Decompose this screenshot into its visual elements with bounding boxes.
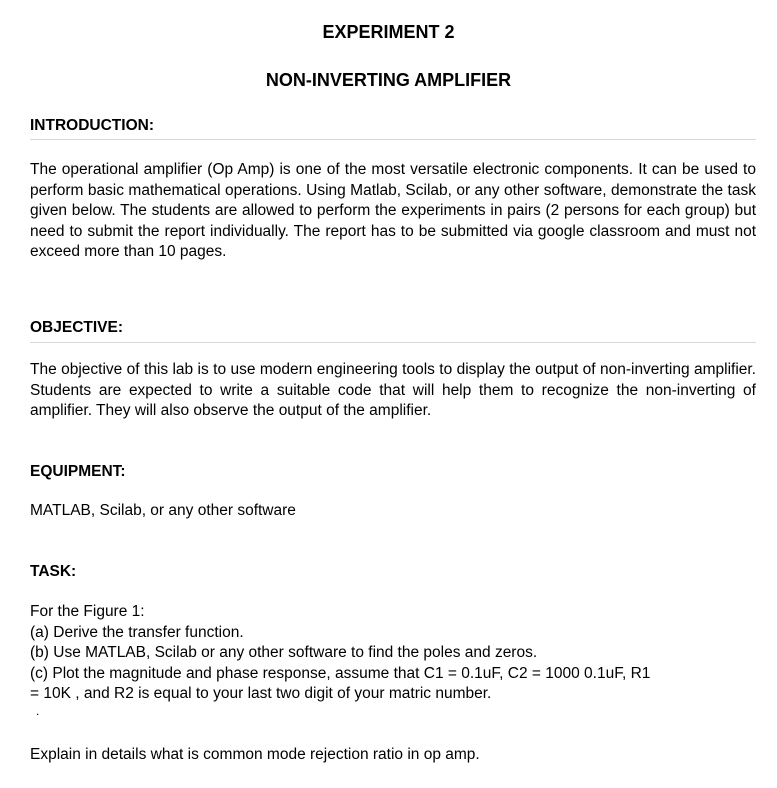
objective-heading: OBJECTIVE: xyxy=(30,319,124,336)
task-item-a: (a) Derive the transfer function. xyxy=(30,623,244,641)
introduction-divider xyxy=(30,139,756,140)
task-item-c: (c) Plot the magnitude and phase response, assume that C1 = 0.1uF, C2 = 1000 0.1uF, R1 xyxy=(30,664,651,682)
document-subtitle: NON-INVERTING AMPLIFIER xyxy=(265,70,512,90)
task-question: Explain in details what is common mode rejection ratio in op amp. xyxy=(30,746,480,763)
document-title: EXPERIMENT 2 xyxy=(322,22,455,42)
objective-paragraph: The objective of this lab is to use modern engineering tools to display the output of non-inverting amplifier. Students are expected to write a suitable code that will help them to recognize the non-inverting of amplifier. They will also observe the output of the amplifier. xyxy=(30,361,756,419)
task-intro: For the Figure 1: xyxy=(30,603,145,620)
task-heading: TASK: xyxy=(30,563,77,580)
task-list xyxy=(30,602,756,705)
task-item-b: (b) Use MATLAB, Scilab or any other software to find the poles and zeros. xyxy=(30,644,538,661)
task-item-c-continued: = 10K , and R2 is equal to your last two digit of your matric number. xyxy=(30,685,492,702)
introduction-heading: INTRODUCTION: xyxy=(30,117,154,134)
stray-dot-marker: . xyxy=(36,704,40,718)
introduction-paragraph: The operational amplifier (Op Amp) is one of the most versatile electronic components. It can be used to perform basic mathematical operations. Using Matlab, Scilab, or any other software, demonstrate the task given below. The students are allowed to perform the experiments in pairs (2 persons for each group) but need to submit the report individually. The report has to be submitted via google classroom and must not exceed more than 10 pages. xyxy=(30,161,756,260)
equipment-text: MATLAB, Scilab, or any other software xyxy=(30,502,296,519)
equipment-heading: EQUIPMENT: xyxy=(30,463,126,480)
objective-divider xyxy=(30,342,756,343)
